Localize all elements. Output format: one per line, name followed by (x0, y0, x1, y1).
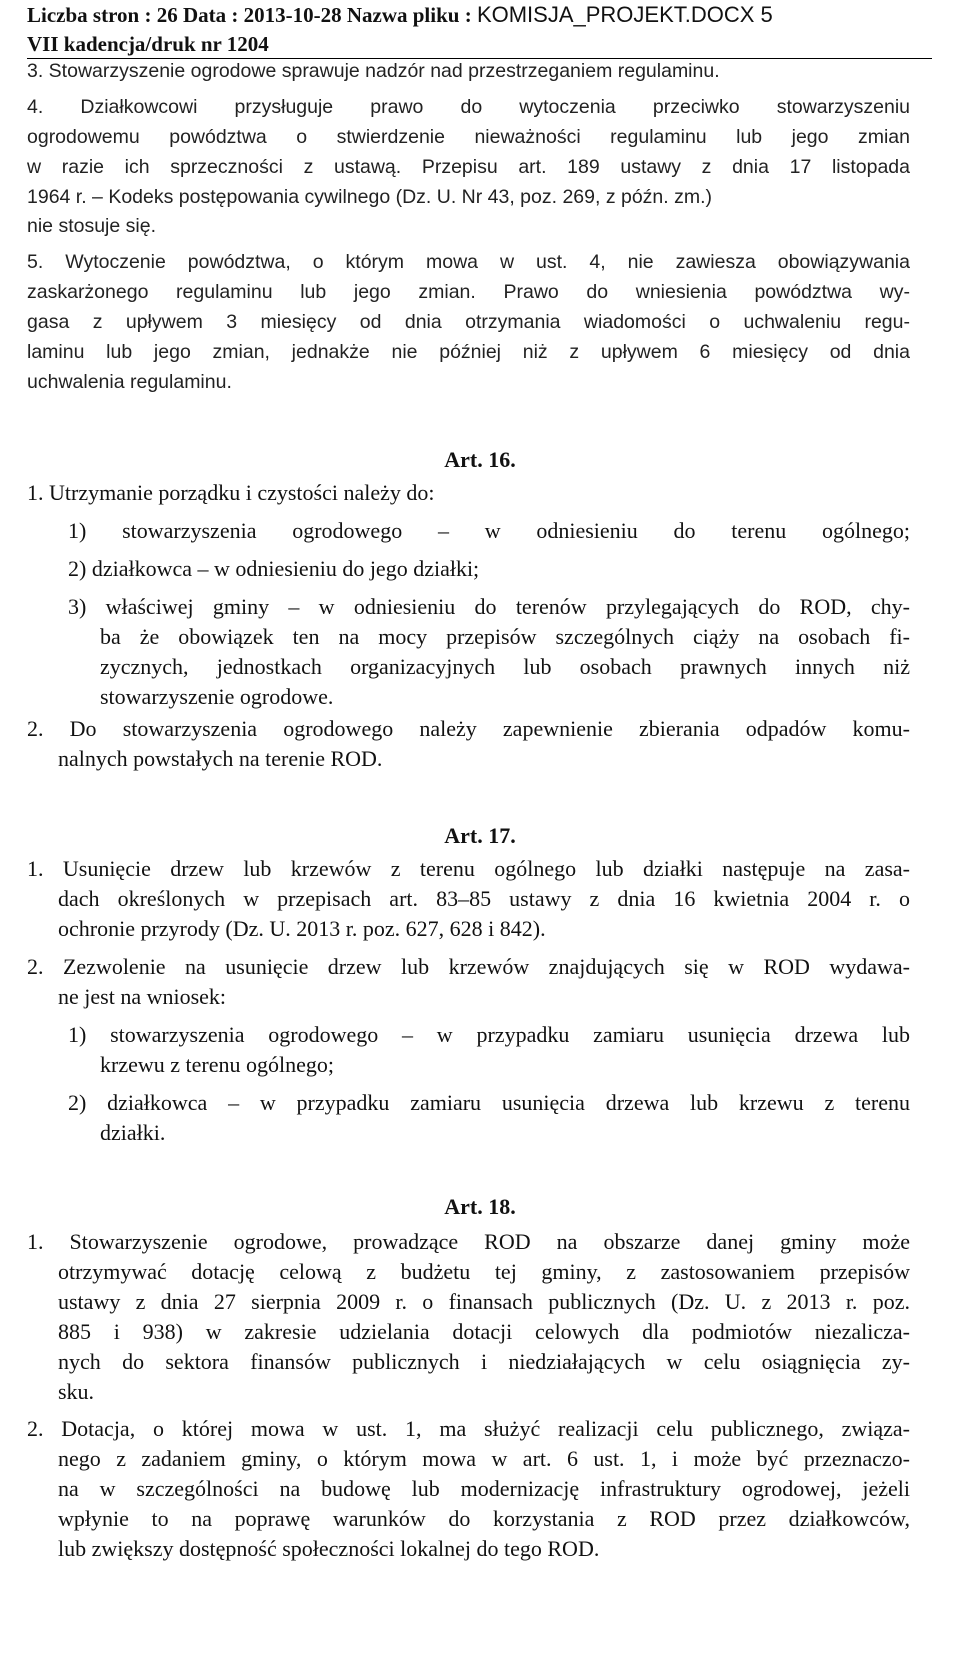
text-line: 2) działkowca – w przypadku zamiaru usunięcia drzewa lub krzewu z terenu (68, 1090, 910, 1115)
text-line: 1) stowarzyszenia ogrodowego – w przypadku zamiaru usunięcia drzewa lub (68, 1022, 910, 1047)
text-line: dach określonych w przepisach art. 83–85 ustawy z dnia 16 kwietnia 2004 r. o (58, 886, 910, 911)
text-line: wpłynie to na poprawę warunków do korzystania z ROD przez działkowców, (58, 1506, 910, 1531)
text-line: 2. Zezwolenie na usunięcie drzew lub krzewów znajdujących się w ROD wydawa- (27, 954, 910, 979)
text-line: 2. Do stowarzyszenia ogrodowego należy zapewnienie zbierania odpadów komu- (27, 716, 910, 741)
text-line: gasa z upływem 3 miesięcy od dnia otrzymania wiadomości o uchwaleniu regu- (27, 311, 910, 333)
text-line: w razie ich sprzeczności z ustawą. Przepisu art. 189 ustawy z dnia 17 listopada (27, 156, 910, 178)
text-line: ochronie przyrody (Dz. U. 2013 r. poz. 627, 628 i 842). (58, 916, 546, 941)
text-line: 3. Stowarzyszenie ogrodowe sprawuje nadzór nad przestrzeganiem regulaminu. (27, 60, 720, 82)
text-line: ogrodowemu powództwa o stwierdzenie nieważności regulaminu lub jego zmian (27, 126, 910, 148)
text-line: stowarzyszenie ogrodowe. (100, 684, 334, 709)
text-line: 1964 r. – Kodeks postępowania cywilnego (Dz. U. Nr 43, poz. 269, z późn. zm.) (27, 186, 713, 208)
text-line: ba że obowiązek ten na mocy przepisów szczególnych ciąży na osobach fi- (100, 624, 910, 649)
header-line-1 (27, 0, 947, 30)
text-line: 1. Utrzymanie porządku i czystości należy do: (27, 480, 435, 505)
text-line: sku. (58, 1379, 95, 1404)
text-line: krzewu z terenu ogólnego; (100, 1052, 334, 1077)
article-heading: Art. 18. (444, 1194, 516, 1219)
text-line: uchwalenia regulaminu. (27, 371, 232, 393)
text-line: nego z zadaniem gminy, o którym mowa w art. 6 ust. 1, i może być przeznaczo- (58, 1446, 910, 1471)
text-line: na w szczególności na budowę lub modernizację infrastruktury ogrodowej, jeżeli (58, 1476, 910, 1501)
text-line: nych do sektora finansów publicznych i niedziałających w celu osiągnięcia zy- (58, 1349, 910, 1374)
text-line: zycznych, jednostkach organizacyjnych lub osobach prawnych innych niż (100, 654, 910, 679)
text-line: 1. Usunięcie drzew lub krzewów z terenu ogólnego lub działki następuje na zasa- (27, 856, 910, 881)
text-line: lub zwiększy dostępność społeczności lokalnej do tego ROD. (58, 1536, 600, 1561)
text-line: 1. Stowarzyszenie ogrodowe, prowadzące ROD na obszarze danej gminy może (27, 1229, 910, 1254)
text-line: nie stosuje się. (27, 215, 156, 237)
text-line: nalnych powstałych na terenie ROD. (58, 746, 383, 771)
text-line: działki. (100, 1120, 166, 1145)
text-line: laminu lub jego zmian, jednakże nie później niż z upływem 6 miesięcy od dnia (27, 341, 910, 363)
text-line: 2) działkowca – w odniesieniu do jego działki; (68, 556, 480, 581)
text-line: zaskarżonego regulaminu lub jego zmian. Prawo do wniesienia powództwa wy- (27, 281, 910, 303)
text-line: ustawy z dnia 27 sierpnia 2009 r. o finansach publicznych (Dz. U. z 2013 r. poz. (58, 1289, 910, 1314)
page-header (27, 0, 947, 59)
text-line: otrzymywać dotację celową z budżetu tej gminy, z zastosowaniem przepisów (58, 1259, 910, 1284)
text-line: 885 i 938) w zakresie udzielania dotacji celowych dla podmiotów niezalicza- (58, 1319, 910, 1344)
text-line: 4. Działkowcowi przysługuje prawo do wytoczenia przeciwko stowarzyszeniu (27, 96, 910, 118)
text-line: 3) właściwej gminy – w odniesieniu do terenów przylegających do ROD, chy- (68, 594, 910, 619)
text-line: 2. Dotacja, o której mowa w ust. 1, ma służyć realizacji celu publicznego, związa- (27, 1416, 910, 1441)
text-line: 1) stowarzyszenia ogrodowego – w odniesieniu do terenu ogólnego; (68, 518, 910, 543)
header-filename: KOMISJA_PROJEKT.DOCX 5 (476, 2, 773, 27)
header-meta: Liczba stron : 26 Data : 2013-10-28 Nazwa pliku : (27, 3, 472, 27)
article-heading: Art. 16. (444, 447, 516, 472)
text-line: 5. Wytoczenie powództwa, o którym mowa w ust. 4, nie zawiesza obowiązywania (27, 251, 910, 273)
article-heading: Art. 17. (444, 823, 516, 848)
text-line: ne jest na wniosek: (58, 984, 227, 1009)
header-line-2: VII kadencja/druk nr 1204 (27, 32, 269, 56)
header-divider (27, 58, 932, 59)
